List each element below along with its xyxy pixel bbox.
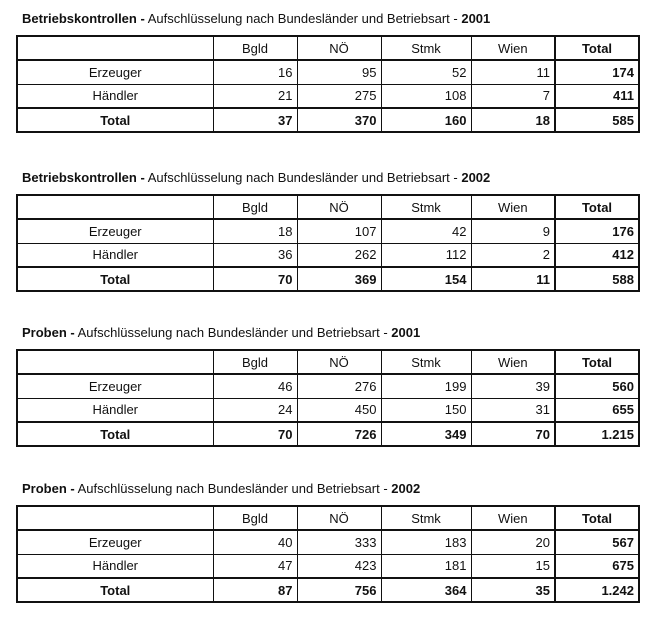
cell-total: 174 (555, 60, 639, 84)
row-label: Händler (17, 554, 213, 578)
header-cell-stmk: Stmk (381, 36, 471, 60)
cell-stmk: 42 (381, 219, 471, 243)
header-cell-blank (17, 36, 213, 60)
table-row-total (17, 422, 639, 446)
data-table (16, 349, 640, 447)
header-cell-total: Total (555, 506, 639, 530)
header-cell-stmk: Stmk (381, 506, 471, 530)
cell-total: 176 (555, 219, 639, 243)
cell-total: 588 (555, 267, 639, 291)
data-table (16, 35, 640, 133)
heading-year: 2002 (391, 481, 421, 496)
header-row (17, 350, 639, 374)
header-cell-wien: Wien (471, 195, 555, 219)
header-row (17, 195, 639, 219)
cell-wien: 7 (471, 84, 555, 108)
cell-noe: 333 (297, 530, 381, 554)
cell-bgld: 87 (213, 578, 297, 602)
header-cell-wien: Wien (471, 506, 555, 530)
section-heading (22, 324, 420, 342)
header-cell-bgld: Bgld (213, 350, 297, 374)
heading-bold: Betriebskontrollen - (22, 11, 145, 26)
cell-noe: 262 (297, 243, 381, 267)
cell-wien: 39 (471, 374, 555, 398)
cell-stmk: 108 (381, 84, 471, 108)
cell-stmk: 52 (381, 60, 471, 84)
section-heading (22, 480, 420, 498)
cell-noe: 423 (297, 554, 381, 578)
cell-stmk: 199 (381, 374, 471, 398)
cell-wien: 18 (471, 108, 555, 132)
cell-noe: 275 (297, 84, 381, 108)
data-table (16, 194, 640, 292)
cell-bgld: 70 (213, 267, 297, 291)
cell-total: 560 (555, 374, 639, 398)
cell-bgld: 37 (213, 108, 297, 132)
header-cell-blank (17, 350, 213, 374)
cell-bgld: 36 (213, 243, 297, 267)
header-cell-bgld: Bgld (213, 36, 297, 60)
row-label: Erzeuger (17, 530, 213, 554)
cell-wien: 35 (471, 578, 555, 602)
cell-stmk: 364 (381, 578, 471, 602)
cell-stmk: 150 (381, 398, 471, 422)
table-row-haendler (17, 554, 639, 578)
header-cell-wien: Wien (471, 36, 555, 60)
cell-bgld: 47 (213, 554, 297, 578)
heading-text: Aufschlüsselung nach Bundesländer und Betriebsart - (74, 325, 392, 340)
cell-total: 412 (555, 243, 639, 267)
cell-bgld: 46 (213, 374, 297, 398)
header-cell-noe: NÖ (297, 36, 381, 60)
header-cell-blank (17, 195, 213, 219)
cell-stmk: 349 (381, 422, 471, 446)
header-cell-total: Total (555, 36, 639, 60)
header-cell-bgld: Bgld (213, 195, 297, 219)
cell-total: 655 (555, 398, 639, 422)
section-heading (22, 169, 490, 187)
data-table (16, 505, 640, 603)
header-cell-noe: NÖ (297, 506, 381, 530)
header-cell-stmk: Stmk (381, 195, 471, 219)
row-label: Händler (17, 398, 213, 422)
section-heading (22, 10, 490, 28)
table-row-haendler (17, 398, 639, 422)
header-cell-total: Total (555, 195, 639, 219)
cell-total: 411 (555, 84, 639, 108)
header-cell-wien: Wien (471, 350, 555, 374)
cell-stmk: 154 (381, 267, 471, 291)
row-label: Händler (17, 84, 213, 108)
heading-year: 2002 (461, 170, 491, 185)
heading-year: 2001 (461, 11, 491, 26)
heading-bold: Betriebskontrollen - (22, 170, 145, 185)
header-cell-total: Total (555, 350, 639, 374)
cell-noe: 276 (297, 374, 381, 398)
header-cell-noe: NÖ (297, 350, 381, 374)
cell-wien: 31 (471, 398, 555, 422)
row-label: Händler (17, 243, 213, 267)
table-row-erzeuger (17, 530, 639, 554)
header-cell-bgld: Bgld (213, 506, 297, 530)
table-row-total (17, 267, 639, 291)
table-row-erzeuger (17, 219, 639, 243)
cell-bgld: 16 (213, 60, 297, 84)
table-row-erzeuger (17, 60, 639, 84)
cell-bgld: 40 (213, 530, 297, 554)
table-row-total (17, 108, 639, 132)
table-row-haendler (17, 243, 639, 267)
heading-year: 2001 (391, 325, 421, 340)
row-label: Erzeuger (17, 219, 213, 243)
cell-wien: 15 (471, 554, 555, 578)
heading-text: Aufschlüsselung nach Bundesländer und Betriebsart - (74, 481, 392, 496)
cell-stmk: 183 (381, 530, 471, 554)
header-cell-stmk: Stmk (381, 350, 471, 374)
cell-wien: 11 (471, 60, 555, 84)
cell-total: 585 (555, 108, 639, 132)
cell-bgld: 21 (213, 84, 297, 108)
cell-wien: 11 (471, 267, 555, 291)
cell-wien: 20 (471, 530, 555, 554)
cell-wien: 70 (471, 422, 555, 446)
cell-stmk: 181 (381, 554, 471, 578)
heading-text: Aufschlüsselung nach Bundesländer und Betriebsart - (144, 170, 462, 185)
cell-wien: 2 (471, 243, 555, 267)
cell-total: 1.215 (555, 422, 639, 446)
header-row (17, 36, 639, 60)
cell-stmk: 112 (381, 243, 471, 267)
row-label: Total (17, 578, 213, 602)
heading-bold: Proben - (22, 325, 75, 340)
row-label: Total (17, 267, 213, 291)
table-row-erzeuger (17, 374, 639, 398)
cell-noe: 450 (297, 398, 381, 422)
heading-text: Aufschlüsselung nach Bundesländer und Betriebsart - (144, 11, 462, 26)
cell-bgld: 24 (213, 398, 297, 422)
header-cell-noe: NÖ (297, 195, 381, 219)
cell-noe: 370 (297, 108, 381, 132)
table-row-total (17, 578, 639, 602)
cell-bgld: 18 (213, 219, 297, 243)
cell-total: 675 (555, 554, 639, 578)
cell-noe: 95 (297, 60, 381, 84)
cell-wien: 9 (471, 219, 555, 243)
cell-noe: 756 (297, 578, 381, 602)
row-label: Total (17, 422, 213, 446)
table-row-haendler (17, 84, 639, 108)
row-label: Erzeuger (17, 60, 213, 84)
row-label: Erzeuger (17, 374, 213, 398)
heading-bold: Proben - (22, 481, 75, 496)
row-label: Total (17, 108, 213, 132)
cell-total: 1.242 (555, 578, 639, 602)
cell-total: 567 (555, 530, 639, 554)
cell-noe: 107 (297, 219, 381, 243)
cell-noe: 726 (297, 422, 381, 446)
cell-bgld: 70 (213, 422, 297, 446)
header-cell-blank (17, 506, 213, 530)
header-row (17, 506, 639, 530)
cell-stmk: 160 (381, 108, 471, 132)
cell-noe: 369 (297, 267, 381, 291)
